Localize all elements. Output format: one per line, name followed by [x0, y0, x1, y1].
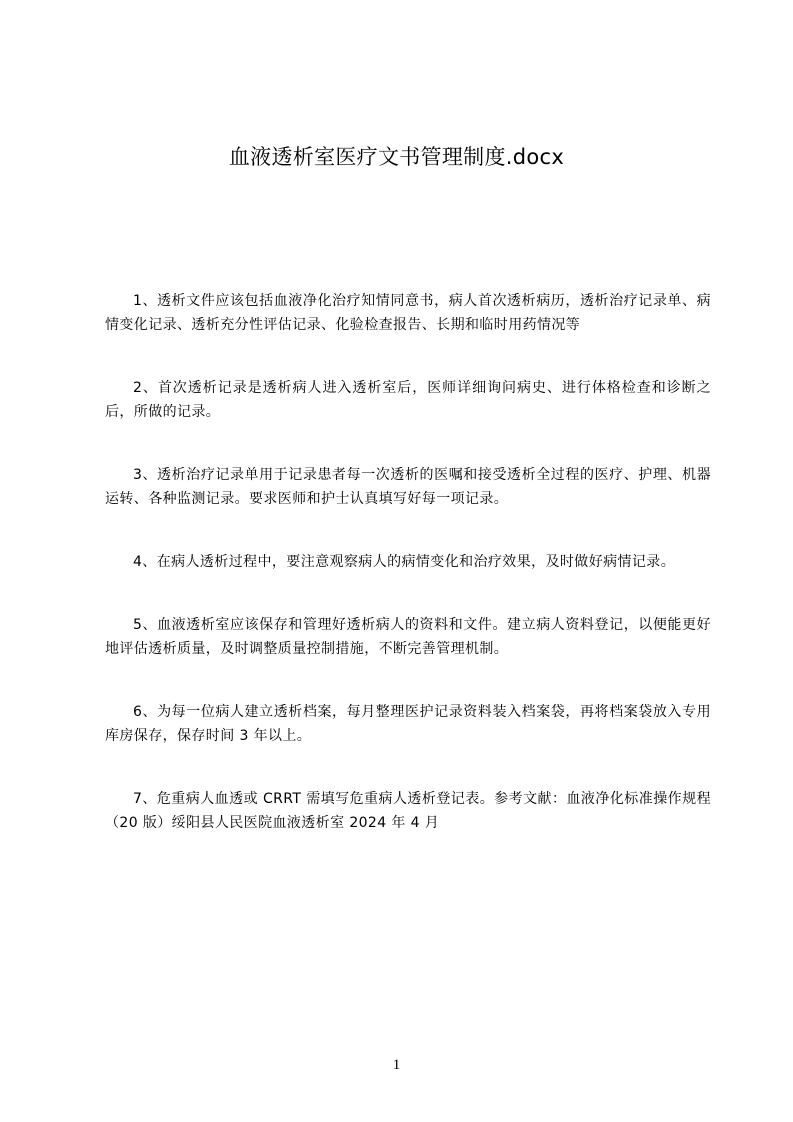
document-title: 血液透析室医疗文书管理制度.docx: [228, 145, 565, 169]
paragraph-7: 7、危重病人血透或 CRRT 需填写危重病人透析登记表。参考文献：血液净化标准操作规程（20 版）绥阳县人民医院血液透析室 2024 年 4 月: [105, 791, 711, 831]
paragraph-5: 5、血液透析室应该保存和管理好透析病人的资料和文件。建立病人资料登记，以便能更好地评估透析质量，及时调整质量控制措施，不断完善管理机制。: [105, 617, 711, 657]
paragraph-4: 4、在病人透析过程中，要注意观察病人的病情变化和治疗效果，及时做好病情记录。: [133, 554, 676, 570]
page-number: 1: [392, 1057, 401, 1073]
paragraph-1: 1、透析文件应该包括血液净化治疗知情同意书，病人首次透析病历，透析治疗记录单、病情变化记录、透析充分性评估记录、化验检查报告、长期和临时用药情况等: [105, 293, 711, 333]
document-body: [105, 289, 711, 874]
paragraph-2: 2、首次透析记录是透析病人进入透析室后，医师详细询问病史、进行体格检查和诊断之后，所做的记录。: [105, 380, 711, 420]
paragraph-3: 3、透析治疗记录单用于记录患者每一次透析的医嘱和接受透析全过程的医疗、护理、机器运转、各种监测记录。要求医师和护士认真填写好每一项记录。: [105, 467, 711, 507]
paragraph-6: 6、为每一位病人建立透析档案，每月整理医护记录资料装入档案袋，再将档案袋放入专用库房保存，保存时间 3 年以上。: [105, 704, 711, 744]
